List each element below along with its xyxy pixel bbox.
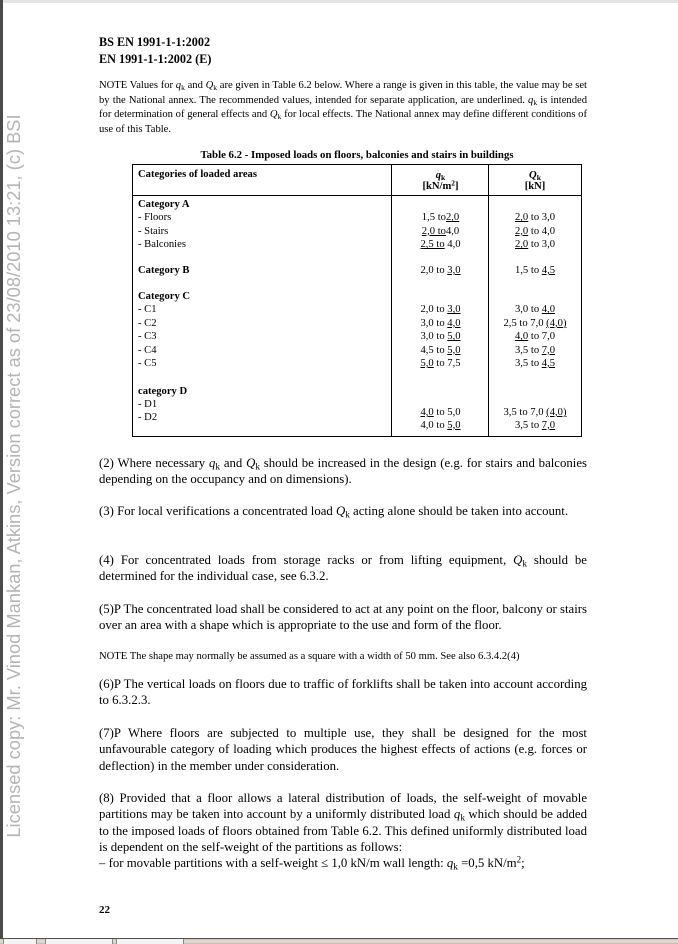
row-label: - Stairs [138,225,169,237]
value-segment: 7,0 [541,419,556,431]
value-segment: 4,0 [420,407,434,418]
clause-3: (3) For local verifications a concentrated load $Q_k$ acting alone should be taken into account. [99,504,569,520]
Qk-value [489,344,581,357]
value-segment: 2,0 [514,239,529,251]
qk-value [392,344,489,357]
qk-value [392,225,489,238]
row-label: - C3 [138,331,157,343]
value-segment: (4,0) [546,407,567,418]
category-heading: Category C [138,291,191,302]
value-segment: 2,5 to 7,0 [503,317,547,329]
value-segment: 2,0 [514,225,529,237]
standard-number: BS EN 1991-1-1:2002 [99,35,211,49]
header-qk: $q_k$ $[kN/m^2]$ [422,170,459,192]
header-Qk: $Q_k$ [kN] [524,170,546,192]
value-segment: 5,0 [447,419,461,431]
Qk-value [489,238,581,251]
header-categories: Categories of loaded areas [138,169,257,180]
row-label: - C5 [138,358,157,369]
row-label: - C1 [138,304,157,316]
partition-bullet-1: – for movable partitions with a self-weight ≤ 1,0 kN/m wall length: $q_k =0,5$ $kN/m^2$; [99,854,525,872]
value-segment: 2,0 to [420,304,448,316]
value-segment: 4,5 [541,358,556,369]
Qk-value [489,317,581,330]
table-note: NOTE Values for $q_k$ and $Q_k$ are given in Table 6.2 below. Where a range is given in this table, the value may be set by the National annex. The recommended values, intended for separate application, are underlined. $q_k$ is intended for determination of general effects and $Q_k$ for local effects. The National annex may define different conditions of use of this Table. [99,80,588,135]
clause-2: (2) Where necessary $q_k$ and $Q_k$ should be increased in the design (e.g. for stairs and balconies depending on the occupancy and on dimensions). [99,456,587,487]
value-segment: 7,0 [541,344,556,356]
value-segment: to 7,0 [528,331,556,343]
value-segment: 3,0 to [514,304,542,316]
Qk-value [489,419,581,432]
row-label: - C2 [138,317,157,329]
category-heading: Category A [138,199,190,210]
qk-value [392,238,489,251]
value-segment: (4,0) [546,317,567,329]
header-divider [133,195,581,196]
value-segment: 2,0 [445,212,460,224]
table-title: Table 6.2 - Imposed loads on floors, balconies and stairs in buildings [200,149,514,161]
value-segment: 3,5 to [514,419,542,431]
shape-note: NOTE The shape may normally be assumed as a square with a width of 50 mm. See also 6.3.4.2(4) [99,651,520,662]
value-segment: 3,5 to 7,0 [503,407,547,418]
value-segment: to 5,0 [433,407,461,418]
value-segment: 1,5 to [514,265,542,276]
qk-value [392,330,489,343]
clause-5P: (5)P The concentrated load shall be considered to act at any point on the floor, balcony or stairs over an area with a shape which is appropriate to the use and form of the floor. [99,602,587,633]
qk-value [392,211,489,224]
bottom-tab[interactable] [116,939,184,944]
bottom-tab[interactable] [3,939,37,944]
qk-value [392,357,489,370]
value-segment: 4,0 [445,225,460,237]
value-segment: 2,5 to [420,239,445,251]
clause-4: (4) For concentrated loads from storage racks or from lifting equipment, $Q_k$ should be determined for the individual case, see 6.3.2. [99,553,587,584]
value-segment: 4,0 to [420,419,448,431]
Qk-value [489,406,581,419]
value-segment: to 3,0 [528,239,556,251]
qk-value [392,317,489,330]
qk-value [392,264,489,277]
row-label: - Floors [138,212,172,224]
value-segment: to 7,5 [433,358,461,369]
value-segment: 3,0 [447,304,461,316]
row-label: - Balconies [138,239,186,251]
category-heading: Category B [138,265,190,276]
value-segment: 5,0 [420,358,434,369]
qk-value [392,303,489,316]
bottom-tab[interactable] [45,939,113,944]
value-segment: 3,0 to [420,331,448,343]
clause-8: (8) Provided that a floor allows a lateral distribution of loads, the self-weight of movable partitions may be taken into account by a uniformly distributed load $q_k$ which should be added to the imposed loads of floors obtained from Table 6.2. This defined uniformly distributed load is dependent on the self-weight of the partitions as follows: [99,791,587,854]
value-segment: 5,0 [447,331,461,343]
value-segment: 4,5 [541,265,556,276]
value-segment: 4,0 [541,304,556,316]
value-segment: 3,0 [447,265,461,276]
standard-number-en: EN 1991-1-1:2002 (E) [99,52,212,66]
value-segment: to 3,0 [528,212,556,224]
value-segment: 3,5 to [514,358,542,369]
value-segment: 3,5 to [514,344,542,356]
clause-6P: (6)P The vertical loads on floors due to traffic of forklifts shall be taken into account according to 6.3.2.3. [99,677,587,708]
value-segment: 4,0 [444,239,461,251]
value-segment: 1,5 to [421,212,446,224]
category-heading: category D [138,386,188,397]
qk-value [392,406,489,419]
value-segment: 2,0 to [420,265,448,276]
value-segment: 4,0 [514,331,529,343]
clause-7P: (7)P Where floors are subjected to multiple use, they shall be designed for the most unfavourable category of loading which produces the highest effects of actions (e.g. forces or deflection) in the member under consideration. [99,726,587,773]
value-segment: 2,0 [514,212,529,224]
value-segment: 3,0 to [420,317,448,329]
value-segment: 5,0 [447,344,461,356]
qk-value [392,419,489,432]
row-label: - D1 [138,399,158,410]
imposed-loads-table [132,164,582,437]
Qk-value [489,225,581,238]
column-divider [391,165,392,436]
Qk-value [489,330,581,343]
Qk-value [489,357,581,370]
license-watermark: Licensed copy: Mr. Vinod Mankan, Atkins, Version correct as of 23/08/2010 13:21, (c) BSI [3,114,24,838]
value-segment: 4,5 to [420,344,448,356]
value-segment: to 4,0 [528,225,556,237]
value-segment: 2,0 to [421,225,446,237]
value-segment: 4,0 [447,317,461,329]
row-label: - D2 [138,412,158,424]
column-divider [488,165,489,436]
Qk-value [489,264,581,277]
Qk-value [489,211,581,224]
page-number: 22 [99,904,110,916]
Qk-value [489,303,581,316]
viewer-top-edge [0,0,678,3]
row-label: - C4 [138,344,157,356]
